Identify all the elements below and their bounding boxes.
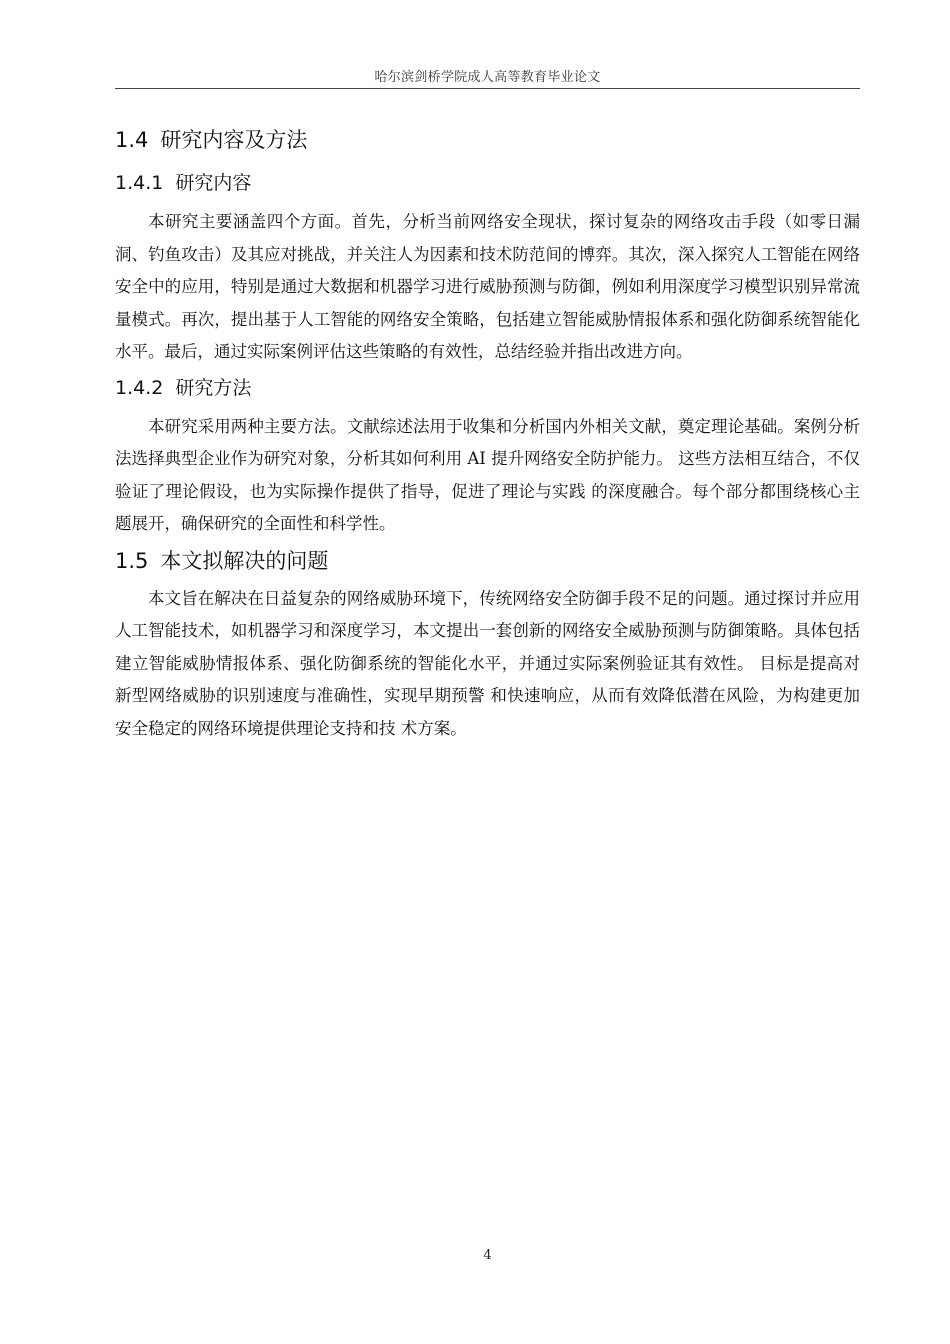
section-title: 研究内容及方法 <box>160 128 308 152</box>
section-number: 1.4.2 <box>115 376 164 399</box>
page-number: 4 <box>483 1248 492 1263</box>
subsection-heading-1-4-1 <box>115 166 860 200</box>
paragraph-research-methods: 本研究采用两种主要方法。文献综述法用于收集和分析国内外相关文献，奠定理论基础。案例分析法选择典型企业作为研究对象，分析其如何利用 AI 提升网络安全防护能力。 这些方法相互结合，不仅验证了理论假设，也为实际操作提供了指导，促进了理论与实践 的深度融合。每个部分都围绕核心主题展开，确保研究的全面性和科学性。 <box>115 416 860 533</box>
header-rule <box>115 88 860 89</box>
running-header: 哈尔滨剑桥学院成人高等教育毕业论文 <box>374 70 601 85</box>
section-number: 1.5 <box>115 548 149 573</box>
section-title: 研究内容 <box>175 172 252 194</box>
section-number: 1.4.1 <box>115 172 164 194</box>
section-title: 本文拟解决的问题 <box>160 548 329 573</box>
section-title: 研究方法 <box>175 376 252 399</box>
page-body <box>115 122 860 745</box>
subsection-heading-1-4-2 <box>115 371 860 405</box>
section-heading-1-5 <box>115 543 860 579</box>
section-number: 1.4 <box>115 128 149 152</box>
paragraph-research-content: 本研究主要涵盖四个方面。首先，分析当前网络安全现状，探讨复杂的网络攻击手段（如零日漏洞、钓鱼攻击）及其应对挑战，并关注人为因素和技术防范间的博弈。其次，深入探究人工智能在网络安全中的应用，特别是通过大数据和机器学习进行威胁预测与防御，例如利用深度学习模型识别异常流量模式。再次，提出基于人工智能的网络安全策略，包括建立智能威胁情报体系和强化防御系统智能化水平。最后，通过实际案例评估这些策略的有效性，总结经验并指出改进方向。 <box>115 212 860 361</box>
section-heading-1-4 <box>115 122 860 158</box>
paragraph-problems-addressed: 本文旨在解决在日益复杂的网络威胁环境下，传统网络安全防御手段不足的问题。通过探讨并应用人工智能技术，如机器学习和深度学习，本文提出一套创新的网络安全威胁预测与防御策略。具体包括建立智能威胁情报体系、强化防御系统的智能化水平，并通过实际案例验证其有效性。 目标是提高对新型网络威胁的识别速度与准确性，实现早期预警 和快速响应，从而有效降低潜在风险，为构建更加安全稳定的网络环境提供理论支持和技 术方案。 <box>115 588 860 738</box>
